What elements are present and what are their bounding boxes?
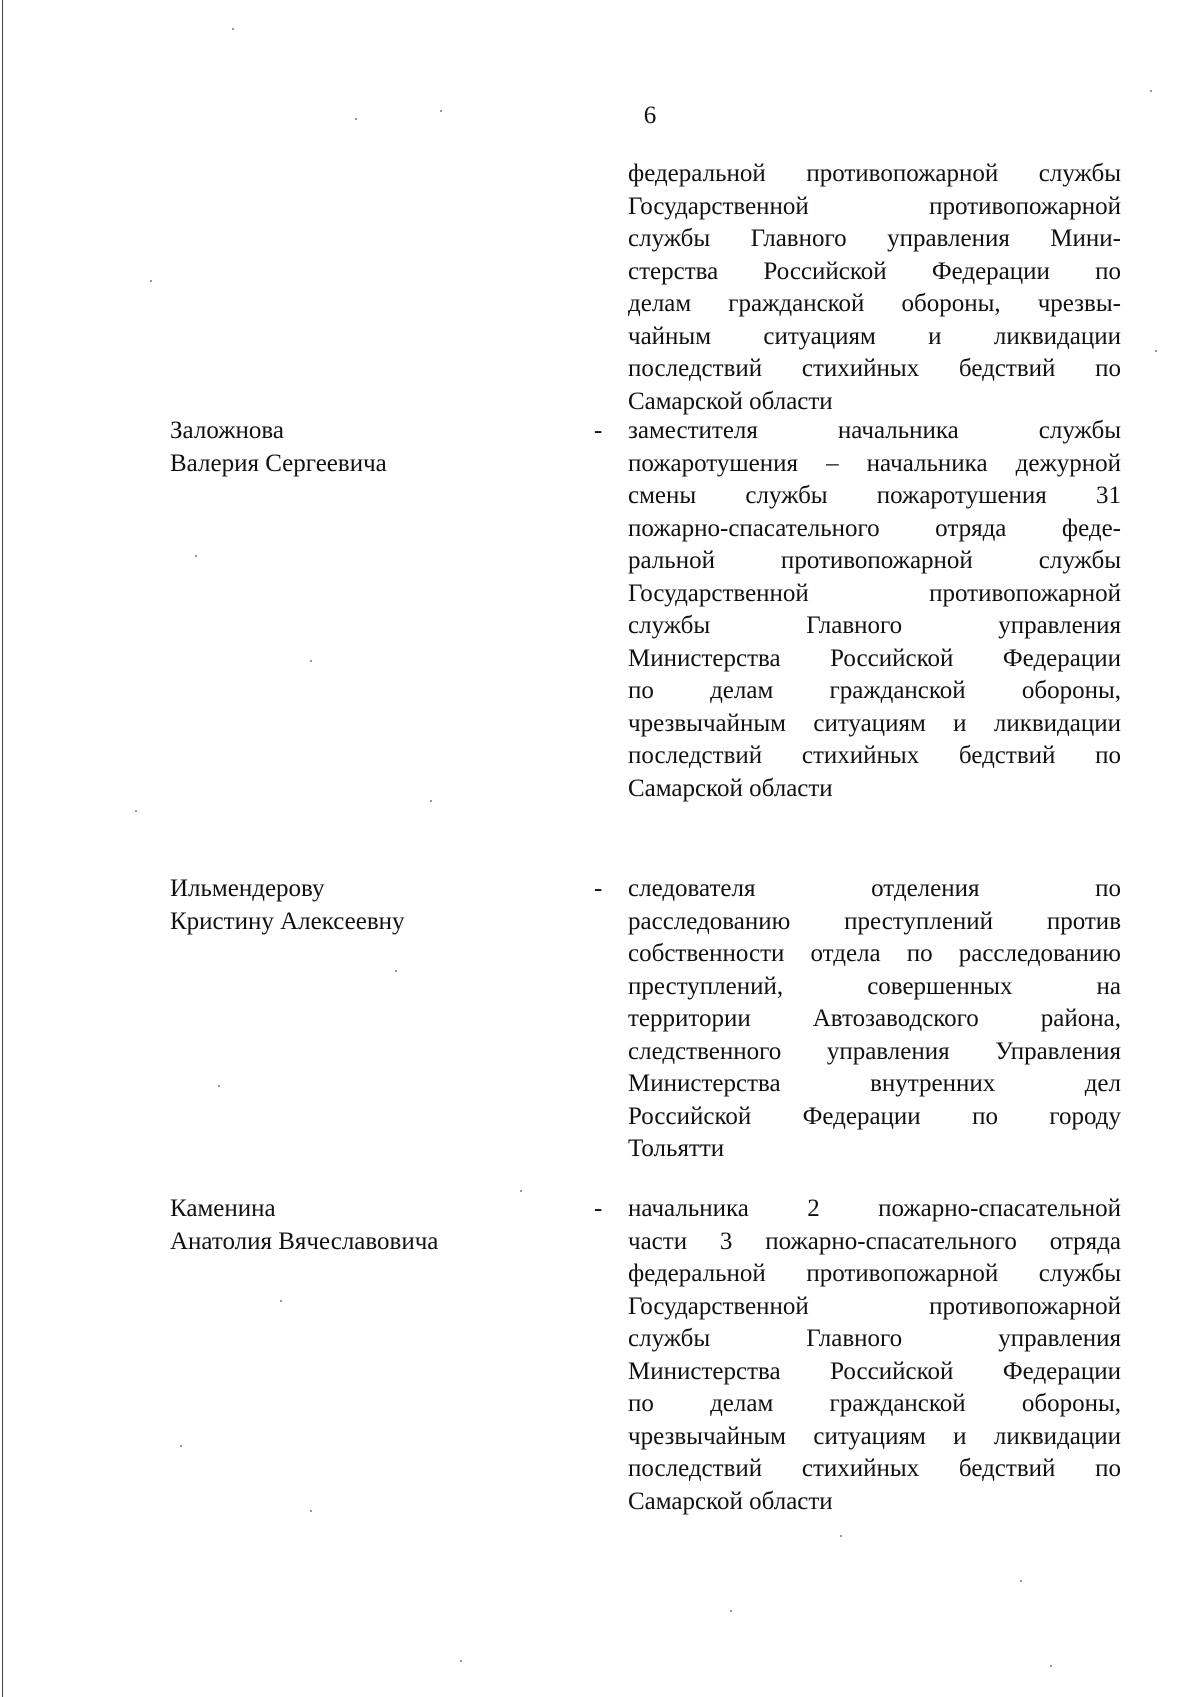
text-line: Российской Федерации по городу — [628, 1102, 1121, 1130]
text-line: заместителя начальника службы — [628, 417, 1121, 444]
text-line: начальника 2 пожарно-спасательной — [628, 1195, 1121, 1222]
entry-dash: - — [594, 875, 603, 902]
text-line: Министерства Российской Федерации — [628, 1357, 1121, 1385]
text-line: следственного управления Управления — [628, 1037, 1121, 1065]
scan-speck — [440, 110, 442, 112]
scan-speck — [520, 1190, 522, 1192]
text-line: Самарской области — [628, 1487, 833, 1515]
scan-speck — [135, 810, 137, 812]
scan-speck — [460, 1660, 462, 1662]
text-line: федеральной противопожарной службы — [628, 160, 1121, 187]
scan-speck — [150, 280, 152, 282]
scan-speck — [310, 660, 312, 662]
scan-speck — [280, 1300, 282, 1302]
scan-speck — [730, 1610, 732, 1612]
text-line: чрезвычайным ситуациям и ликвидации — [628, 709, 1121, 737]
position-description — [628, 415, 1121, 805]
page-number: 6 — [643, 102, 657, 129]
text-line: делам гражданской обороны, чрезвы- — [628, 290, 1121, 317]
surname: Заложнова — [170, 417, 284, 444]
scan-speck — [1020, 1580, 1022, 1582]
position-description — [628, 873, 1121, 1166]
scan-speck — [840, 1535, 842, 1537]
entry-dash: - — [594, 1195, 603, 1222]
text-line: службы Главного управления Мини- — [628, 225, 1121, 252]
text-line: Государственной противопожарной — [628, 192, 1121, 220]
surname: Ильмендерову — [170, 875, 325, 902]
text-line: пожаротушения – начальника дежурной — [628, 449, 1121, 477]
person-name — [170, 415, 550, 480]
position-description — [628, 1193, 1121, 1518]
text-line: ральной противопожарной службы — [628, 547, 1121, 574]
scan-speck — [1150, 90, 1152, 92]
text-line: по делам гражданской обороны, — [628, 1390, 1121, 1417]
scan-speck — [232, 28, 234, 30]
scan-speck — [355, 118, 357, 120]
text-line: Самарской области — [628, 387, 833, 415]
text-line: Тольятти — [628, 1135, 725, 1162]
text-line: Государственной противопожарной — [628, 1292, 1121, 1320]
text-line: последствий стихийных бедствий по — [628, 742, 1121, 769]
text-line: службы Главного управления — [628, 612, 1121, 639]
text-line: преступлений, совершенных на — [628, 972, 1121, 1000]
page-left-edge-line — [2, 0, 3, 1697]
text-line: расследованию преступлений против — [628, 907, 1121, 935]
text-line: смены службы пожаротушения 31 — [628, 482, 1121, 509]
text-line: собственности отдела по расследованию — [628, 940, 1121, 967]
scan-speck — [180, 1445, 182, 1447]
text-line: стерства Российской Федерации по — [628, 257, 1121, 285]
entry-dash: - — [594, 417, 603, 444]
text-line: последствий стихийных бедствий по — [628, 1455, 1121, 1482]
scan-speck — [218, 1085, 220, 1087]
text-line: последствий стихийных бедствий по — [628, 355, 1121, 382]
surname: Каменина — [170, 1195, 276, 1222]
scan-speck — [1155, 350, 1157, 352]
scan-speck — [430, 800, 432, 802]
person-name — [170, 873, 550, 938]
text-line: пожарно-спасательного отряда феде- — [628, 514, 1121, 542]
text-line: Министерства Российской Федерации — [628, 644, 1121, 672]
continuation-paragraph — [628, 158, 1121, 418]
text-line: Министерства внутренних дел — [628, 1070, 1121, 1097]
text-line: следователя отделения по — [628, 875, 1121, 902]
text-line: федеральной противопожарной службы — [628, 1260, 1121, 1287]
text-line: чрезвычайным ситуациям и ликвидации — [628, 1422, 1121, 1450]
given-names: Анатолия Вячеславовича — [170, 1227, 439, 1255]
text-line: службы Главного управления — [628, 1325, 1121, 1352]
person-name — [170, 1193, 550, 1258]
text-line: по делам гражданской обороны, — [628, 677, 1121, 704]
text-line: части 3 пожарно-спасательного отряда — [628, 1227, 1121, 1255]
text-line: чайным ситуациям и ликвидации — [628, 322, 1121, 350]
text-line: Самарской области — [628, 774, 833, 802]
text-line: Государственной противопожарной — [628, 579, 1121, 607]
text-line: территории Автозаводского района, — [628, 1005, 1121, 1032]
given-names: Валерия Сергеевича — [170, 449, 387, 477]
scan-speck — [195, 555, 197, 557]
scan-speck — [310, 1510, 312, 1512]
given-names: Кристину Алексеевну — [170, 907, 405, 935]
scan-speck — [1050, 1665, 1052, 1667]
scan-speck — [395, 970, 397, 972]
